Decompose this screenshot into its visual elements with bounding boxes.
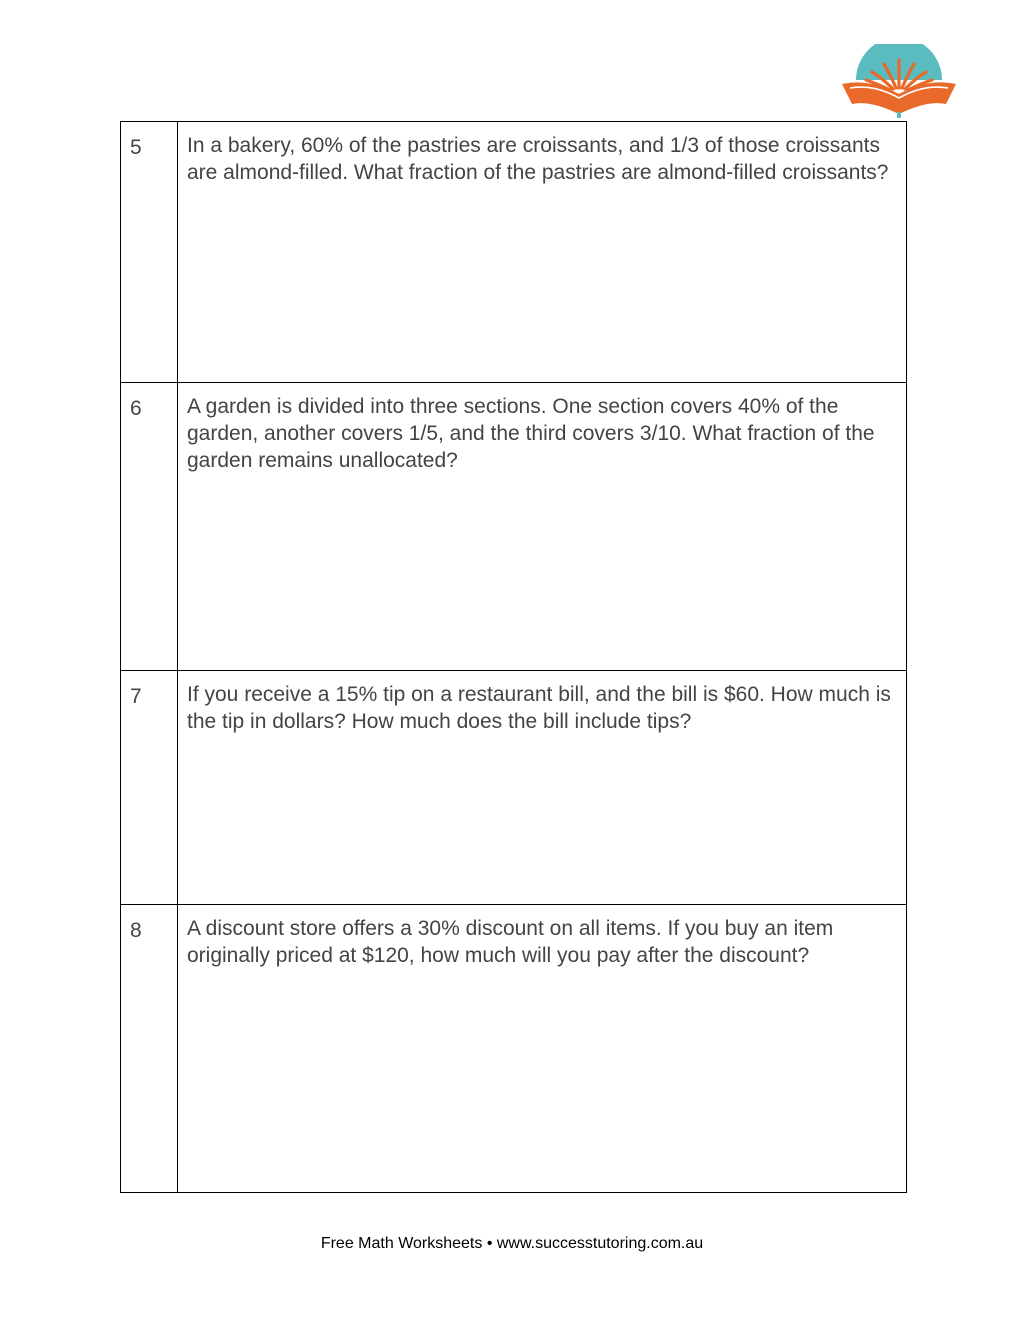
- table-row: [121, 905, 907, 1193]
- question-number: 6: [130, 397, 142, 420]
- table-row: [121, 122, 907, 383]
- question-number-cell: [121, 122, 178, 383]
- question-text: If you receive a 15% tip on a restaurant bill, and the bill is $60. How much is the tip in dollars? How much does the bill include tips?: [187, 683, 891, 733]
- question-text-cell: [178, 671, 907, 905]
- question-number-cell: [121, 383, 178, 671]
- table-row: [121, 671, 907, 905]
- question-text-cell: [178, 383, 907, 671]
- question-text-cell: [178, 905, 907, 1193]
- question-text: A discount store offers a 30% discount on all items. If you buy an item originally priced at $120, how much will you pay after the discount?: [187, 917, 834, 967]
- question-number-cell: [121, 905, 178, 1193]
- open-book-sun-icon: [838, 44, 960, 120]
- question-number-cell: [121, 671, 178, 905]
- question-text: In a bakery, 60% of the pastries are croissants, and 1/3 of those croissants are almond-filled. What fraction of the pastries are almond-filled croissants?: [187, 134, 889, 184]
- question-table: [120, 121, 907, 1193]
- question-number: 8: [130, 919, 142, 942]
- question-number: 5: [130, 136, 142, 159]
- footer-text: Free Math Worksheets • www.successtutoring.com.au: [320, 1235, 704, 1252]
- question-text-cell: [178, 122, 907, 383]
- question-text: A garden is divided into three sections. One section covers 40% of the garden, another covers 1/5, and the third covers 3/10. What fraction of the garden remains unallocated?: [187, 395, 875, 472]
- table-row: [121, 383, 907, 671]
- question-number: 7: [130, 685, 142, 708]
